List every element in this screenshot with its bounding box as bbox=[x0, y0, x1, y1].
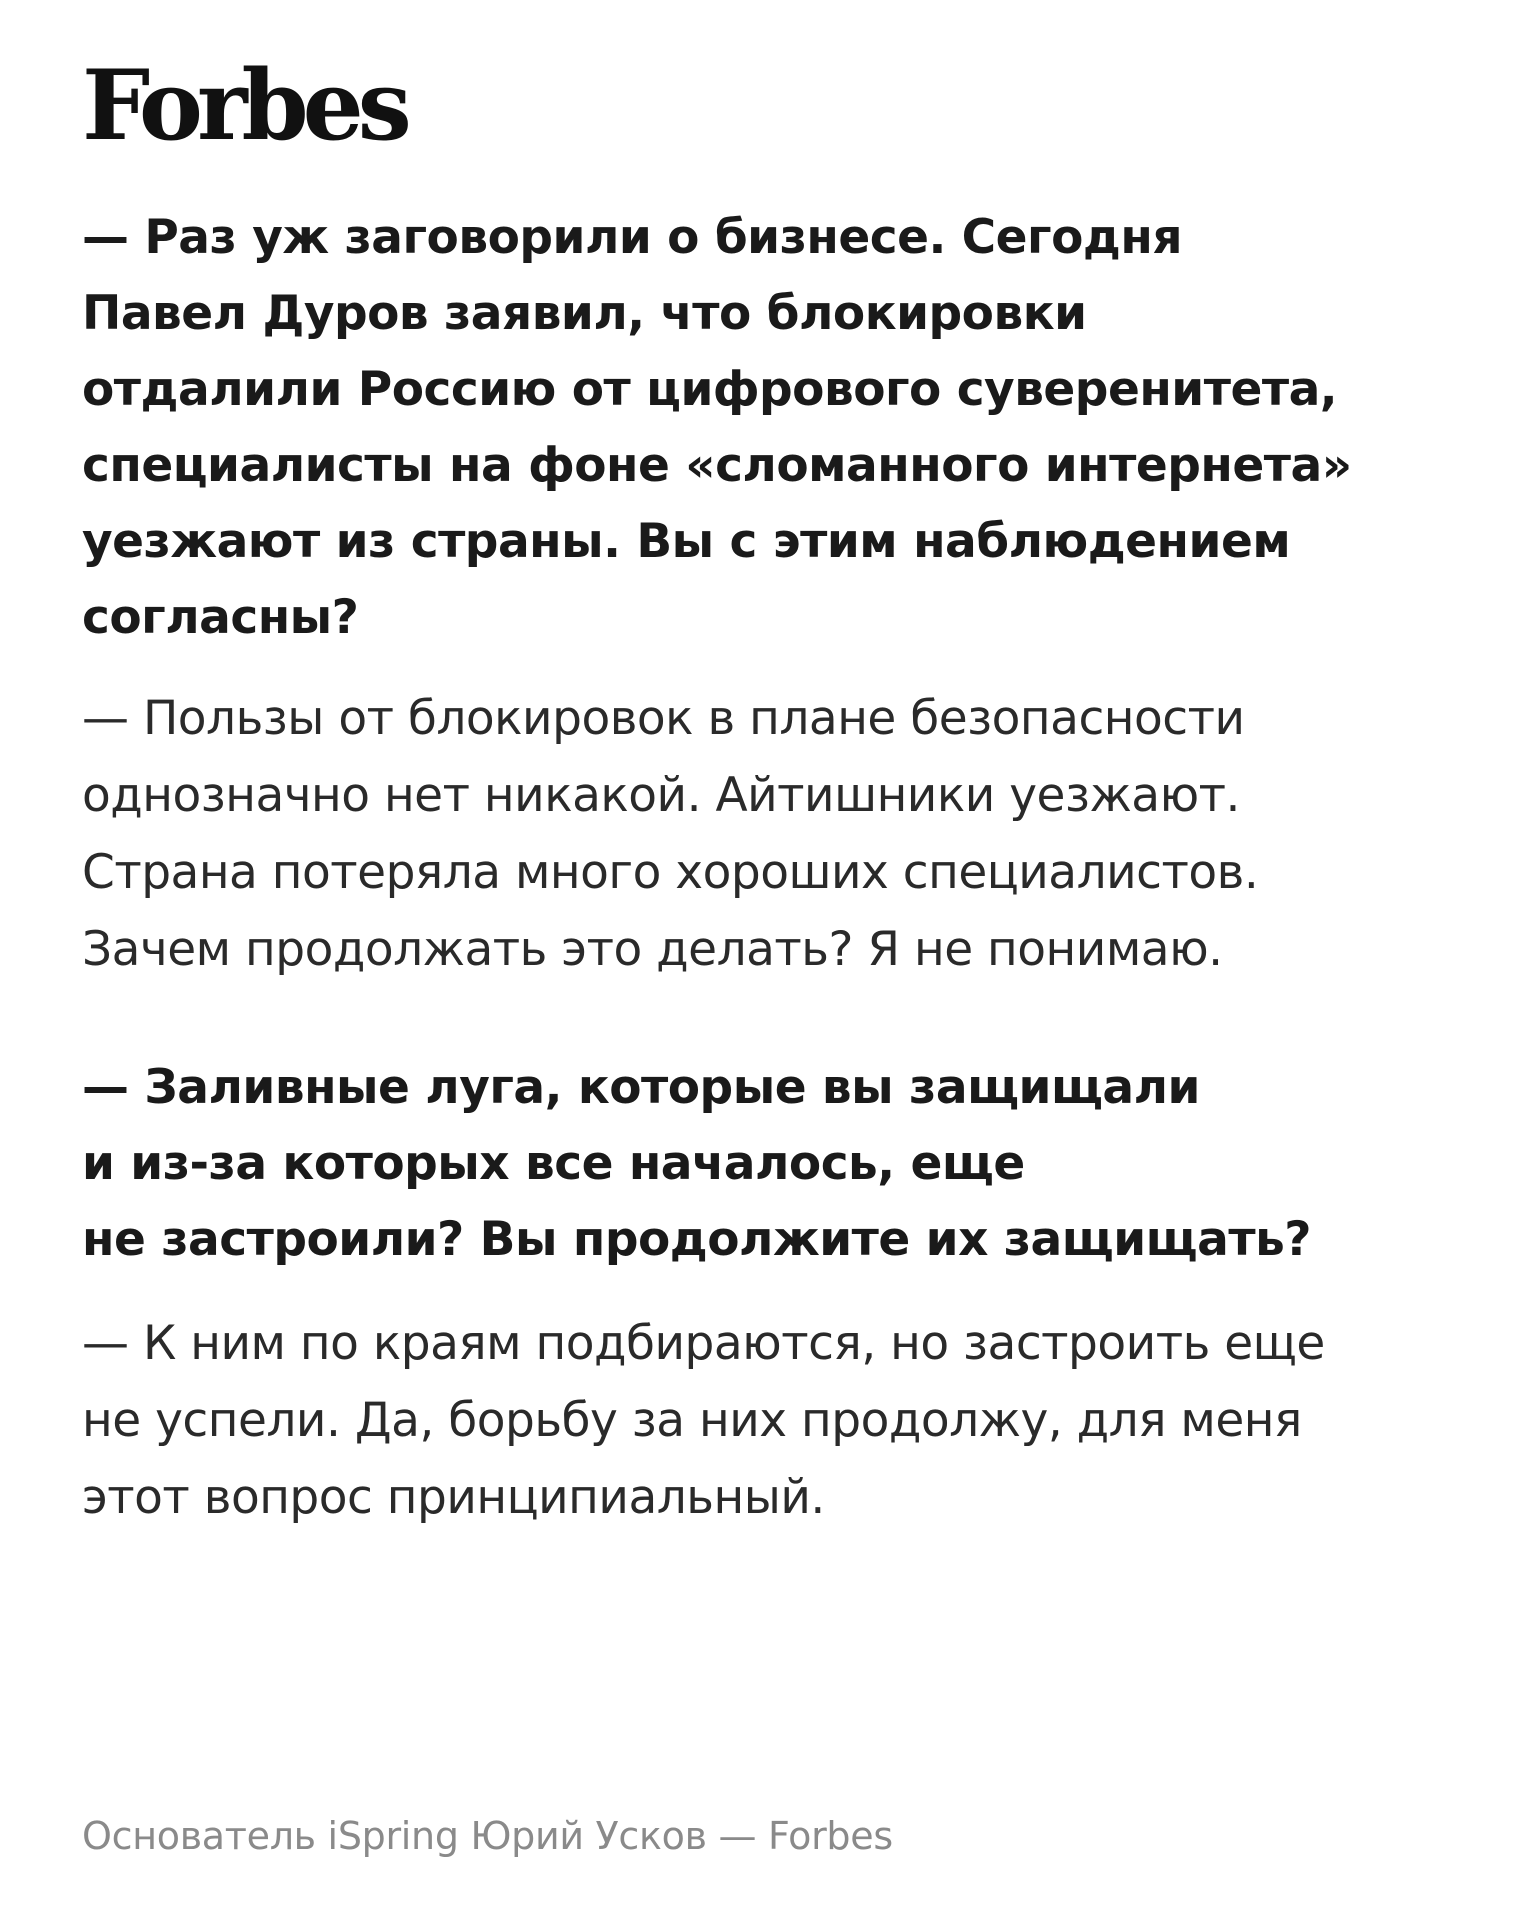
answer-line: этот вопрос принципиальный. bbox=[82, 1470, 825, 1525]
interview-answer-2 bbox=[82, 1305, 1325, 1536]
answer-line: однозначно нет никакой. Айтишники уезжают. bbox=[82, 768, 1240, 823]
answer-line: — Пользы от блокировок в плане безопасности bbox=[82, 691, 1245, 746]
question-line: согласны? bbox=[82, 590, 359, 645]
question-line: — Заливные луга, которые вы защищали bbox=[82, 1060, 1200, 1115]
question-line: отдалили Россию от цифрового суверенитета, bbox=[82, 362, 1338, 417]
answer-line: — К ним по краям подбираются, но застроить еще bbox=[82, 1316, 1325, 1371]
question-line: не застроили? Вы продолжите их защищать? bbox=[82, 1212, 1312, 1267]
answer-line: не успели. Да, борьбу за них продолжу, для меня bbox=[82, 1393, 1302, 1448]
question-line: и из-за которых все началось, еще bbox=[82, 1136, 1025, 1191]
photo-caption: Основатель iSpring Юрий Усков — Forbes bbox=[82, 1814, 893, 1858]
answer-line: Страна потеряла много хороших специалистов. bbox=[82, 845, 1259, 900]
question-line: — Раз уж заговорили о бизнесе. Сегодня bbox=[82, 210, 1183, 265]
forbes-logo: Forbes bbox=[82, 49, 406, 162]
interview-answer-1 bbox=[82, 680, 1258, 988]
question-line: Павел Дуров заявил, что блокировки bbox=[82, 286, 1087, 341]
interview-question-1 bbox=[82, 200, 1352, 656]
answer-line: Зачем продолжать это делать? Я не понимаю. bbox=[82, 922, 1223, 977]
interview-question-2 bbox=[82, 1050, 1311, 1278]
question-line: специалисты на фоне «сломанного интернета» bbox=[82, 438, 1352, 493]
question-line: уезжают из страны. Вы с этим наблюдением bbox=[82, 514, 1291, 569]
